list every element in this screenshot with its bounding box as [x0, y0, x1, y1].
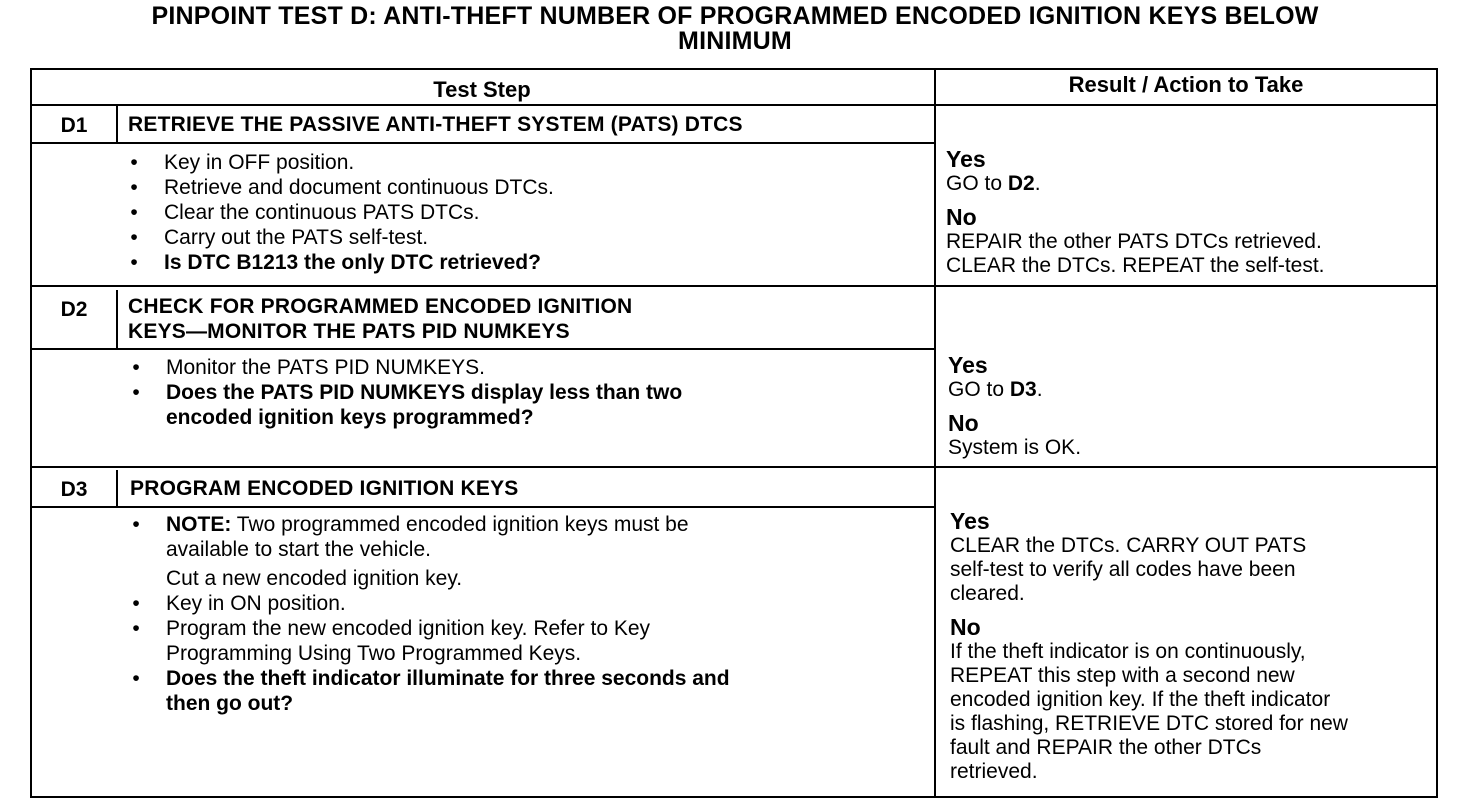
result-d1-yes-action: GO to D2. [946, 172, 1041, 195]
result-d3-no-line-5: fault and REPAIR the other DTCs [950, 736, 1262, 759]
result-d3-yes-line-1: CLEAR the DTCs. CARRY OUT PATS [950, 534, 1307, 557]
page-title-line-1: PINPOINT TEST D: ANTI-THEFT NUMBER OF PROGRAMMED ENCODED IGNITION KEYS BELOW [151, 2, 1319, 30]
step-bullets-d1 [124, 150, 924, 275]
list-item: • Retrieve and document continuous DTCs. [124, 175, 924, 200]
result-d2-yes-label: Yes [948, 352, 988, 378]
bullet-icon: • [130, 251, 138, 274]
result-d1-no-label: No [946, 204, 977, 230]
result-d3-no-line-1: If the theft indicator is on continuously, [950, 640, 1306, 663]
step-bullets-d2 [126, 355, 926, 430]
note-label: NOTE: [166, 513, 232, 536]
result-d2-no-label: No [948, 410, 979, 436]
step-title-d2-line-1: CHECK FOR PROGRAMMED ENCODED IGNITION [128, 295, 633, 318]
result-d2 [948, 352, 1438, 460]
bullet-icon: • [130, 201, 138, 224]
d2-bottom-line [30, 466, 1438, 468]
bullet-icon: • [132, 513, 140, 536]
list-item: • Clear the continuous PATS DTCs. [124, 200, 924, 225]
step-id-divider-d2 [116, 290, 118, 350]
step-id-d1: D1 [60, 114, 88, 137]
bullet-icon: • [132, 592, 140, 615]
step-title-d1 [128, 112, 928, 137]
step-title-d1-line-1: RETRIEVE THE PASSIVE ANTI-THEFT SYSTEM (PATS) DTCS [128, 113, 743, 136]
result-d2-yes-action: GO to D3. [948, 378, 1043, 401]
page-title [60, 4, 1410, 54]
list-item-note: • NOTE: Two programmed encoded ignition keys must be available to start the vehicle. Cut a new encoded ignition key. [126, 512, 926, 591]
d3-title-bottom-line [30, 506, 934, 508]
list-item-question: • Does the theft indicator illuminate for three seconds and then go out? [126, 666, 926, 716]
step-title-d2-line-2: KEYS—MONITOR THE PATS PID NUMKEYS [128, 320, 570, 343]
list-item: • Monitor the PATS PID NUMKEYS. [126, 355, 926, 380]
result-d3-yes-line-2: self-test to verify all codes have been [950, 558, 1296, 581]
list-item: • Carry out the PATS self-test. [124, 225, 924, 250]
d2-title-bottom-line [30, 348, 934, 350]
result-d3-no-line-3: encoded ignition key. If the theft indicator [950, 688, 1331, 711]
header-result-action: Result / Action to Take [1068, 72, 1304, 97]
step-id-divider-d1 [116, 106, 118, 144]
result-d3-yes-line-3: cleared. [950, 582, 1025, 605]
result-d2-no-line-1: System is OK. [948, 436, 1082, 459]
column-divider [934, 68, 936, 798]
step-title-d3-line-1: PROGRAM ENCODED IGNITION KEYS [130, 477, 519, 500]
step-title-d3 [130, 476, 930, 501]
bullet-icon: • [130, 226, 138, 249]
step-id-divider-d3 [116, 470, 118, 508]
bullet-icon: • [132, 356, 140, 379]
list-item-question: • Is DTC B1213 the only DTC retrieved? [124, 250, 924, 275]
header-test-step: Test Step [433, 77, 531, 102]
list-item: • Key in ON position. [126, 591, 926, 616]
bullet-icon: • [132, 617, 140, 640]
d1-bottom-line [30, 285, 1438, 287]
list-item: • Key in OFF position. [124, 150, 924, 175]
result-d3-no-line-6: retrieved. [950, 760, 1038, 783]
header-bottom-line [30, 104, 1438, 106]
result-d3-no-label: No [950, 614, 981, 640]
result-d3-no-line-4: is flashing, RETRIEVE DTC stored for new [950, 712, 1348, 735]
step-bullets-d3 [126, 512, 926, 716]
bullet-icon: • [132, 381, 140, 404]
result-d3 [950, 508, 1440, 784]
list-item: • Program the new encoded ignition key. Refer to Key Programming Using Two Programmed Keys. [126, 616, 926, 666]
result-d3-no-line-2: REPEAT this step with a second new [950, 664, 1295, 687]
result-d3-yes-label: Yes [950, 508, 990, 534]
step-title-d2 [128, 294, 928, 344]
bullet-icon: • [130, 176, 138, 199]
step-id-d3: D3 [60, 478, 88, 501]
page-title-line-2: MINIMUM [678, 27, 792, 55]
result-d1-no-line-2: CLEAR the DTCs. REPEAT the self-test. [946, 254, 1325, 277]
result-d1-no-line-1: REPAIR the other PATS DTCs retrieved. [946, 230, 1322, 253]
bullet-icon: • [130, 151, 138, 174]
step-id-d2: D2 [60, 298, 88, 321]
d1-title-bottom-line [30, 142, 934, 144]
result-d1 [946, 146, 1436, 278]
result-d1-yes-label: Yes [946, 146, 986, 172]
bullet-icon: • [132, 667, 140, 690]
list-item-question: • Does the PATS PID NUMKEYS display less than two encoded ignition keys programmed? [126, 380, 926, 430]
